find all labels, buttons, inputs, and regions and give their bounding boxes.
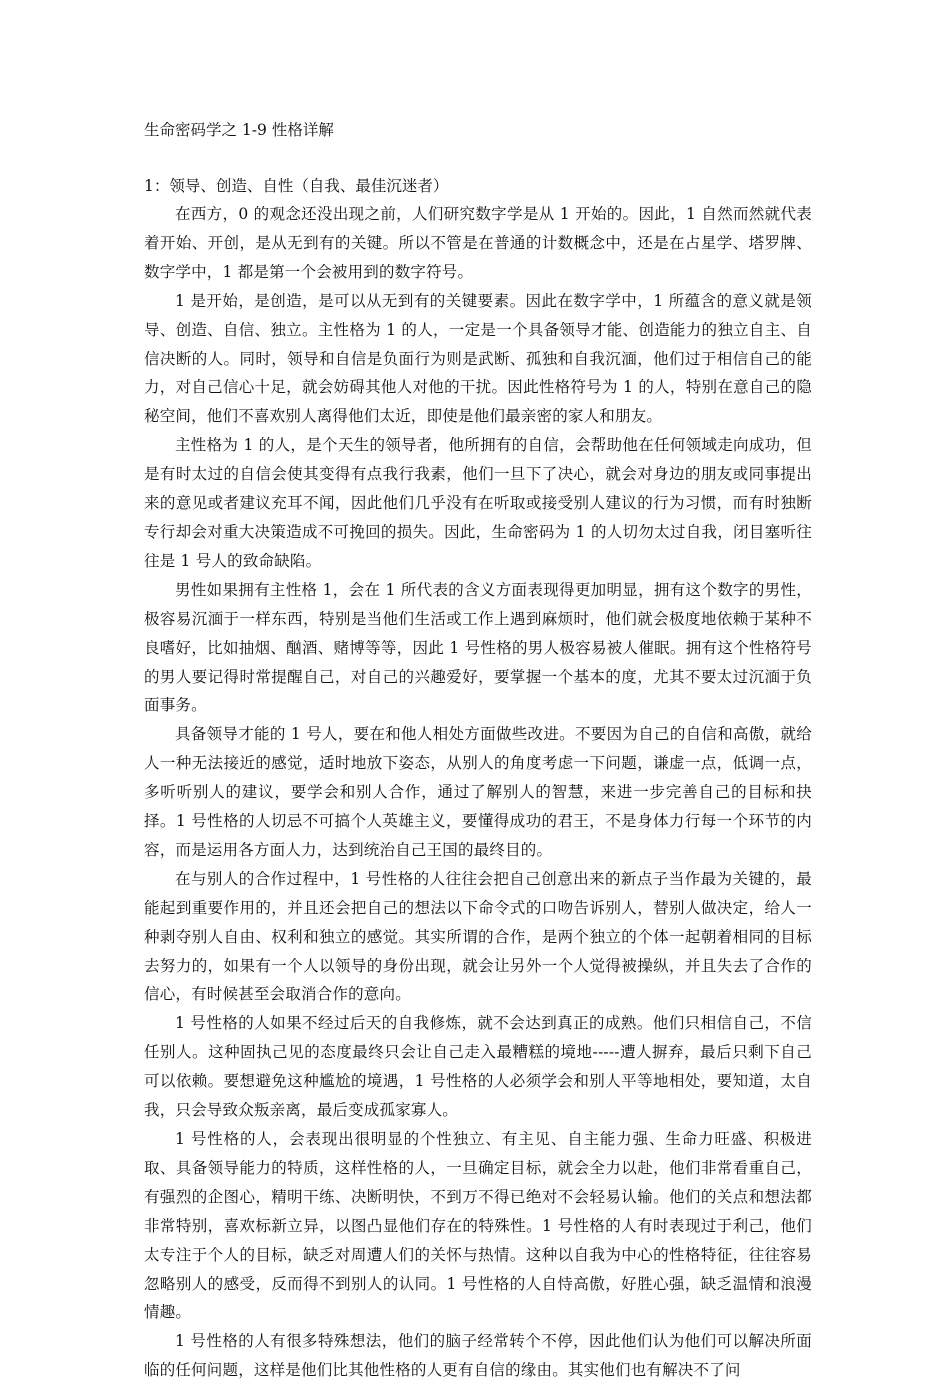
- paragraph: 1 号性格的人有很多特殊想法，他们的脑子经常转个不停，因此他们认为他们可以解决所面临的任何问题，这样是他们比其他性格的人更有自信的缘由。其实他们也有解决不了问: [144, 1332, 812, 1380]
- paragraph: 1 号性格的人如果不经过后天的自我修炼，就不会达到真正的成熟。他们只相信自己，不信任别人。这种固执己见的态度最终只会让自己走入最糟糕的境地-----遭人摒弃，最后只剩下自己可以依赖。要想避免这种尴尬的境遇，1 号性格的人必须学会和别人平等地相处，要知道，太自我，只会导致众叛亲离，最后变成孤家寡人。: [144, 1014, 812, 1120]
- paragraph: 男性如果拥有主性格 1，会在 1 所代表的含义方面表现得更加明显，拥有这个数字的男性，极容易沉湎于一样东西，特别是当他们生活或工作上遇到麻烦时，他们就会极度地依赖于某种不良嗜好，比如抽烟、酗酒、赌博等等，因此 1 号性格的男人极容易被人催眠。拥有这个性格符号的男人要记得时常提醒自己，对自己的兴趣爱好，要掌握一个基本的度，尤其不要太过沉湎于负面事务。: [144, 580, 812, 715]
- paragraph: 1 号性格的人，会表现出很明显的个性独立、有主见、自主能力强、生命力旺盛、积极进取、具备领导能力的特质，这样性格的人，一旦确定目标，就会全力以赴，他们非常看重自己，有强烈的企图心，精明干练、决断明快，不到万不得已绝对不会轻易认输。他们的关点和想法都非常特别，喜欢标新立异，以图凸显他们存在的特殊性。1 号性格的人有时表现过于利己，他们太专注于个人的目标，缺乏对周遭人们的关怀与热情。这种以自我为中心的性格特征，往往容易忽略别人的感受，反而得不到别人的认同。1 号性格的人自恃高傲，好胜心强，缺乏温情和浪漫情趣。: [144, 1130, 812, 1322]
- paragraph: 具备领导才能的 1 号人，要在和他人相处方面做些改进。不要因为自己的自信和高傲，就给人一种无法接近的感觉，适时地放下姿态，从别人的角度考虑一下问题，谦虚一点，低调一点，多听听别人的建议，要学会和别人合作，通过了解别人的智慧，来进一步完善自己的目标和抉择。1 号性格的人切忌不可搞个人英雄主义，要懂得成功的君王，不是身体力行每一个环节的内容，而是运用各方面人力，达到统治自己王国的最终目的。: [144, 725, 812, 859]
- section-heading: 1：领导、创造、自性（自我、最佳沉迷者）: [144, 177, 449, 195]
- paragraph: 在与别人的合作过程中，1 号性格的人往往会把自己创意出来的新点子当作最为关键的，最能起到重要作用的，并且还会把自己的想法以下命令式的口吻告诉别人，替别人做决定，给人一种剥夺别人自由、权利和独立的感觉。其实所谓的合作，是两个独立的个体一起朝着相同的目标去努力的，如果有一个人以领导的身份出现，就会让另外一个人觉得被操纵，并且失去了合作的信心，有时候甚至会取消合作的意向。: [144, 869, 812, 1004]
- document-title: 生命密码学之 1-9 性格详解: [144, 121, 334, 139]
- paragraph: 主性格为 1 的人，是个天生的领导者，他所拥有的自信，会帮助他在任何领域走向成功，但是有时太过的自信会使其变得有点我行我素，他们一旦下了决心，就会对身边的朋友或同事提出来的意见或者建议充耳不闻，因此他们几乎没有在听取或接受别人建议的行为习惯，而有时独断专行却会对重大决策造成不可挽回的损失。因此，生命密码为 1 的人切勿太过自我，闭目塞听往往是 1 号人的致命缺陷。: [144, 436, 812, 570]
- document-page: [144, 116, 812, 1385]
- paragraph: 1 是开始，是创造，是可以从无到有的关键要素。因此在数字学中，1 所蕴含的意义就是领导、创造、自信、独立。主性格为 1 的人，一定是一个具备领导才能、创造能力的独立自主、自信决断的人。同时，领导和自信是负面行为则是武断、孤独和自我沉湎，他们过于相信自己的能力，对自己信心十足，就会妨碍其他人对他的干扰。因此性格符号为 1 的人，特别在意自己的隐秘空间，他们不喜欢别人离得他们太近，即使是他们最亲密的家人和朋友。: [144, 291, 812, 426]
- paragraph: 在西方，0 的观念还没出现之前，人们研究数字学是从 1 开始的。因此，1 自然而然就代表着开始、开创，是从无到有的关键。所以不管是在普通的计数概念中，还是在占星学、塔罗牌、数字学中，1 都是第一个会被用到的数字符号。: [144, 205, 812, 281]
